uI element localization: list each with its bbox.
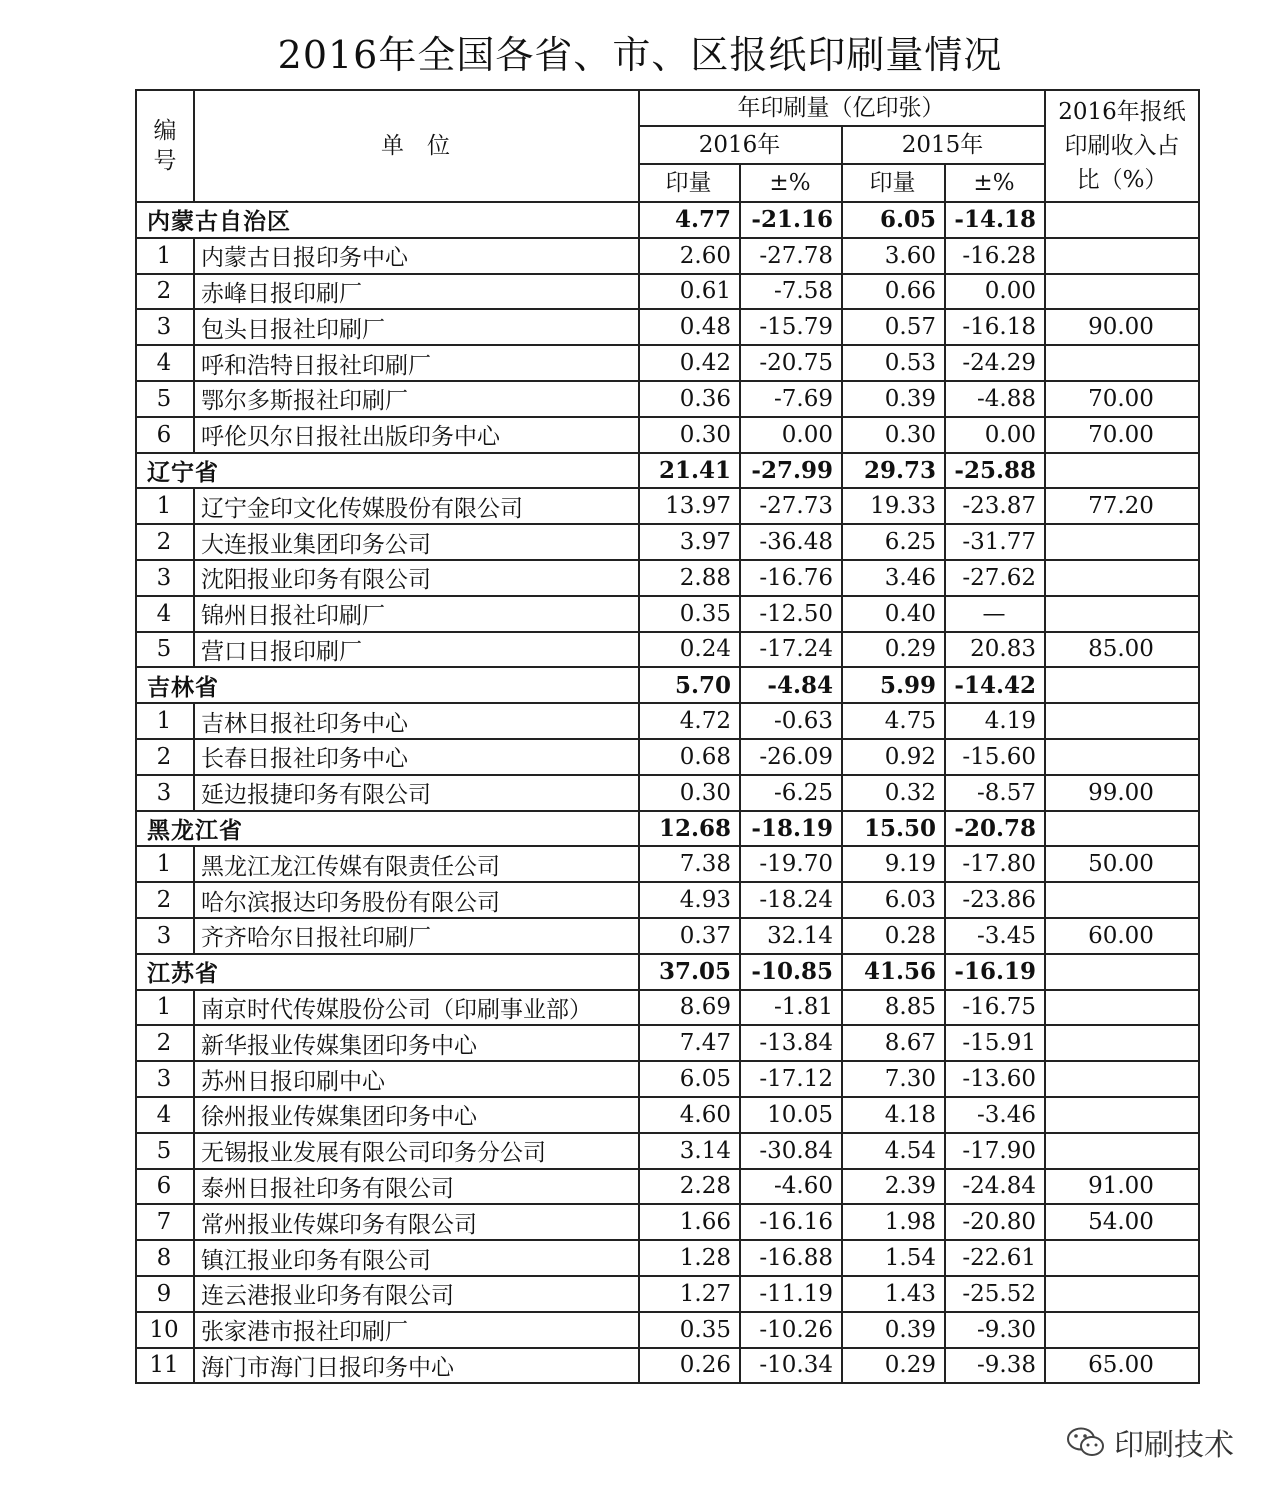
change-2016: -20.75 [740, 345, 842, 381]
income-ratio [1045, 990, 1199, 1026]
change-2015: 0.00 [945, 274, 1045, 310]
volume-2016: 4.72 [639, 703, 740, 739]
volume-2016: 6.05 [639, 1061, 740, 1097]
unit-name: 包头日报社印刷厂 [194, 309, 639, 345]
row-number: 1 [136, 238, 194, 274]
volume-2015: 8.67 [842, 1025, 945, 1061]
province-volume-2015: 41.56 [842, 954, 945, 990]
volume-2015: 0.28 [842, 918, 945, 954]
province-name: 黑龙江省 [136, 811, 639, 847]
volume-2015: 0.39 [842, 381, 945, 417]
header-change-2016: ±% [740, 164, 842, 202]
province-change-2015: -16.19 [945, 954, 1045, 990]
unit-name: 泰州日报社印务有限公司 [194, 1169, 639, 1205]
province-income-ratio [1045, 202, 1199, 238]
table-row [136, 1348, 1199, 1384]
change-2015: -16.75 [945, 990, 1045, 1026]
row-number: 1 [136, 990, 194, 1026]
province-income-ratio [1045, 453, 1199, 489]
province-name: 内蒙古自治区 [136, 202, 639, 238]
volume-2016: 0.24 [639, 632, 740, 668]
province-volume-2016: 21.41 [639, 453, 740, 489]
volume-2016: 1.28 [639, 1240, 740, 1276]
volume-2016: 4.93 [639, 882, 740, 918]
change-2015: — [945, 596, 1045, 632]
header-vol-2016: 印量 [639, 164, 740, 202]
volume-2016: 1.66 [639, 1204, 740, 1240]
change-2015: -16.28 [945, 238, 1045, 274]
province-volume-2015: 5.99 [842, 667, 945, 703]
income-ratio: 91.00 [1045, 1169, 1199, 1205]
table-row [136, 1240, 1199, 1276]
change-2016: -4.60 [740, 1169, 842, 1205]
change-2015: 20.83 [945, 632, 1045, 668]
table-row [136, 345, 1199, 381]
unit-name: 常州报业传媒印务有限公司 [194, 1204, 639, 1240]
volume-2016: 3.14 [639, 1133, 740, 1169]
volume-2015: 2.39 [842, 1169, 945, 1205]
table-row [136, 488, 1199, 524]
income-ratio [1045, 1276, 1199, 1312]
income-ratio [1045, 345, 1199, 381]
change-2015: -4.88 [945, 381, 1045, 417]
volume-2016: 0.68 [639, 739, 740, 775]
table-row [136, 274, 1199, 310]
volume-2015: 4.18 [842, 1097, 945, 1133]
volume-2015: 3.46 [842, 560, 945, 596]
table-row [136, 703, 1199, 739]
change-2015: -17.80 [945, 846, 1045, 882]
unit-name: 连云港报业印务有限公司 [194, 1276, 639, 1312]
income-ratio [1045, 1240, 1199, 1276]
header-year-2015: 2015年 [842, 126, 1045, 164]
wechat-icon [1066, 1426, 1106, 1458]
income-ratio: 77.20 [1045, 488, 1199, 524]
table-row [136, 381, 1199, 417]
province-row [136, 954, 1199, 990]
row-number: 6 [136, 1169, 194, 1205]
change-2015: -9.30 [945, 1312, 1045, 1348]
income-ratio: 50.00 [1045, 846, 1199, 882]
change-2015: -27.62 [945, 560, 1045, 596]
row-number: 4 [136, 1097, 194, 1133]
row-number: 3 [136, 309, 194, 345]
table-row [136, 739, 1199, 775]
change-2015: -15.60 [945, 739, 1045, 775]
income-ratio: 65.00 [1045, 1348, 1199, 1384]
province-change-2015: -14.42 [945, 667, 1045, 703]
volume-2016: 0.48 [639, 309, 740, 345]
unit-name: 海门市海门日报印务中心 [194, 1348, 639, 1384]
change-2016: -11.19 [740, 1276, 842, 1312]
change-2016: -16.16 [740, 1204, 842, 1240]
volume-2016: 0.37 [639, 918, 740, 954]
unit-name: 吉林日报社印务中心 [194, 703, 639, 739]
volume-2015: 0.29 [842, 1348, 945, 1384]
change-2016: -10.26 [740, 1312, 842, 1348]
change-2016: -6.25 [740, 775, 842, 811]
change-2015: -15.91 [945, 1025, 1045, 1061]
province-row [136, 667, 1199, 703]
income-ratio [1045, 596, 1199, 632]
row-number: 1 [136, 703, 194, 739]
unit-name: 长春日报社印务中心 [194, 739, 639, 775]
change-2015: 0.00 [945, 417, 1045, 453]
row-number: 2 [136, 739, 194, 775]
change-2016: -16.88 [740, 1240, 842, 1276]
change-2016: -27.73 [740, 488, 842, 524]
change-2016: -7.58 [740, 274, 842, 310]
volume-2016: 0.30 [639, 417, 740, 453]
header-col-no: 编号 [136, 90, 194, 202]
table-row [136, 846, 1199, 882]
volume-2016: 2.60 [639, 238, 740, 274]
header-col-unit: 单 位 [194, 90, 639, 202]
volume-2015: 0.57 [842, 309, 945, 345]
change-2015: -22.61 [945, 1240, 1045, 1276]
income-ratio [1045, 703, 1199, 739]
volume-2016: 0.35 [639, 1312, 740, 1348]
income-ratio [1045, 1097, 1199, 1133]
change-2016: 0.00 [740, 417, 842, 453]
row-number: 10 [136, 1312, 194, 1348]
volume-2016: 2.28 [639, 1169, 740, 1205]
change-2015: -17.90 [945, 1133, 1045, 1169]
province-name: 江苏省 [136, 954, 639, 990]
province-income-ratio [1045, 667, 1199, 703]
unit-name: 锦州日报社印刷厂 [194, 596, 639, 632]
income-ratio [1045, 274, 1199, 310]
table-row [136, 524, 1199, 560]
row-number: 4 [136, 345, 194, 381]
volume-2016: 8.69 [639, 990, 740, 1026]
volume-2016: 2.88 [639, 560, 740, 596]
income-ratio [1045, 524, 1199, 560]
row-number: 5 [136, 1133, 194, 1169]
income-ratio [1045, 1312, 1199, 1348]
table-row [136, 990, 1199, 1026]
row-number: 6 [136, 417, 194, 453]
change-2015: 4.19 [945, 703, 1045, 739]
change-2016: -7.69 [740, 381, 842, 417]
income-ratio: 90.00 [1045, 309, 1199, 345]
table-row [136, 918, 1199, 954]
income-ratio: 70.00 [1045, 381, 1199, 417]
change-2016: -16.76 [740, 560, 842, 596]
header-ratio-label: 2016年报纸印刷收入占比（%） [1045, 90, 1199, 202]
change-2015: -13.60 [945, 1061, 1045, 1097]
row-number: 1 [136, 488, 194, 524]
volume-2016: 0.30 [639, 775, 740, 811]
unit-name: 齐齐哈尔日报社印刷厂 [194, 918, 639, 954]
province-change-2015: -14.18 [945, 202, 1045, 238]
volume-2015: 1.54 [842, 1240, 945, 1276]
row-number: 7 [136, 1204, 194, 1240]
volume-2015: 7.30 [842, 1061, 945, 1097]
income-ratio: 99.00 [1045, 775, 1199, 811]
volume-2015: 0.39 [842, 1312, 945, 1348]
volume-2016: 4.60 [639, 1097, 740, 1133]
change-2016: -15.79 [740, 309, 842, 345]
row-number: 8 [136, 1240, 194, 1276]
unit-name: 镇江报业印务有限公司 [194, 1240, 639, 1276]
change-2016: -10.34 [740, 1348, 842, 1384]
volume-2015: 19.33 [842, 488, 945, 524]
volume-2016: 7.38 [639, 846, 740, 882]
volume-2015: 6.25 [842, 524, 945, 560]
income-ratio [1045, 882, 1199, 918]
print-volume-table [135, 89, 1200, 1384]
table-row [136, 632, 1199, 668]
unit-name: 新华报业传媒集团印务中心 [194, 1025, 639, 1061]
province-change-2016: -4.84 [740, 667, 842, 703]
table-row [136, 1097, 1199, 1133]
row-number: 3 [136, 918, 194, 954]
province-change-2015: -20.78 [945, 811, 1045, 847]
province-name: 吉林省 [136, 667, 639, 703]
unit-name: 张家港市报社印刷厂 [194, 1312, 639, 1348]
change-2015: -3.45 [945, 918, 1045, 954]
volume-2016: 7.47 [639, 1025, 740, 1061]
table-row [136, 560, 1199, 596]
change-2016: -17.12 [740, 1061, 842, 1097]
unit-name: 鄂尔多斯报社印刷厂 [194, 381, 639, 417]
watermark [1062, 1420, 1238, 1464]
volume-2016: 0.35 [639, 596, 740, 632]
header-year-2016: 2016年 [639, 126, 842, 164]
change-2016: -19.70 [740, 846, 842, 882]
volume-2015: 3.60 [842, 238, 945, 274]
province-change-2016: -21.16 [740, 202, 842, 238]
income-ratio: 70.00 [1045, 417, 1199, 453]
change-2016: -13.84 [740, 1025, 842, 1061]
table-row [136, 1276, 1199, 1312]
province-name: 辽宁省 [136, 453, 639, 489]
volume-2016: 0.36 [639, 381, 740, 417]
row-number: 2 [136, 1025, 194, 1061]
change-2015: -8.57 [945, 775, 1045, 811]
province-row [136, 202, 1199, 238]
unit-name: 营口日报印刷厂 [194, 632, 639, 668]
change-2015: -3.46 [945, 1097, 1045, 1133]
row-number: 2 [136, 882, 194, 918]
change-2016: -12.50 [740, 596, 842, 632]
table-row [136, 775, 1199, 811]
unit-name: 辽宁金印文化传媒股份有限公司 [194, 488, 639, 524]
row-number: 5 [136, 632, 194, 668]
header-group-label: 年印刷量（亿印张） [639, 90, 1045, 126]
volume-2015: 1.43 [842, 1276, 945, 1312]
change-2016: -18.24 [740, 882, 842, 918]
province-volume-2016: 12.68 [639, 811, 740, 847]
province-income-ratio [1045, 811, 1199, 847]
income-ratio: 60.00 [1045, 918, 1199, 954]
page-title: 2016年全国各省、市、区报纸印刷量情况 [277, 33, 1003, 77]
volume-2015: 4.54 [842, 1133, 945, 1169]
row-number: 11 [136, 1348, 194, 1384]
unit-name: 徐州报业传媒集团印务中心 [194, 1097, 639, 1133]
row-number: 2 [136, 524, 194, 560]
change-2016: 32.14 [740, 918, 842, 954]
unit-name: 呼伦贝尔日报社出版印务中心 [194, 417, 639, 453]
table-row [136, 309, 1199, 345]
table-row [136, 1061, 1199, 1097]
volume-2016: 0.26 [639, 1348, 740, 1384]
change-2016: -26.09 [740, 739, 842, 775]
volume-2015: 0.92 [842, 739, 945, 775]
row-number: 3 [136, 560, 194, 596]
volume-2015: 0.66 [842, 274, 945, 310]
change-2015: -24.84 [945, 1169, 1045, 1205]
volume-2015: 8.85 [842, 990, 945, 1026]
row-number: 5 [136, 381, 194, 417]
volume-2016: 0.42 [639, 345, 740, 381]
volume-2015: 0.29 [842, 632, 945, 668]
unit-name: 哈尔滨报达印务股份有限公司 [194, 882, 639, 918]
row-number: 9 [136, 1276, 194, 1312]
change-2015: -20.80 [945, 1204, 1045, 1240]
table-row [136, 1204, 1199, 1240]
province-volume-2016: 4.77 [639, 202, 740, 238]
province-row [136, 453, 1199, 489]
province-volume-2016: 5.70 [639, 667, 740, 703]
change-2016: -17.24 [740, 632, 842, 668]
unit-name: 无锡报业发展有限公司印务分公司 [194, 1133, 639, 1169]
header-change-2015: ±% [945, 164, 1045, 202]
table-row [136, 238, 1199, 274]
table-row [136, 1169, 1199, 1205]
income-ratio [1045, 1061, 1199, 1097]
province-row [136, 811, 1199, 847]
table-row [136, 417, 1199, 453]
volume-2015: 0.53 [842, 345, 945, 381]
change-2016: -1.81 [740, 990, 842, 1026]
province-volume-2015: 6.05 [842, 202, 945, 238]
volume-2016: 1.27 [639, 1276, 740, 1312]
volume-2015: 0.30 [842, 417, 945, 453]
unit-name: 南京时代传媒股份公司（印刷事业部） [194, 990, 639, 1026]
province-volume-2015: 15.50 [842, 811, 945, 847]
change-2015: -24.29 [945, 345, 1045, 381]
volume-2016: 13.97 [639, 488, 740, 524]
province-volume-2015: 29.73 [842, 453, 945, 489]
change-2015: -23.86 [945, 882, 1045, 918]
income-ratio: 54.00 [1045, 1204, 1199, 1240]
volume-2015: 1.98 [842, 1204, 945, 1240]
province-volume-2016: 37.05 [639, 954, 740, 990]
watermark-text: 印刷技术 [1114, 1428, 1234, 1463]
volume-2015: 0.32 [842, 775, 945, 811]
province-income-ratio [1045, 954, 1199, 990]
volume-2015: 6.03 [842, 882, 945, 918]
province-change-2016: -27.99 [740, 453, 842, 489]
table-row [136, 1133, 1199, 1169]
unit-name: 延边报捷印务有限公司 [194, 775, 639, 811]
income-ratio [1045, 739, 1199, 775]
row-number: 3 [136, 1061, 194, 1097]
header-vol-2015: 印量 [842, 164, 945, 202]
volume-2016: 0.61 [639, 274, 740, 310]
change-2016: -27.78 [740, 238, 842, 274]
change-2015: -23.87 [945, 488, 1045, 524]
unit-name: 苏州日报印刷中心 [194, 1061, 639, 1097]
table-row [136, 596, 1199, 632]
income-ratio [1045, 1025, 1199, 1061]
volume-2015: 0.40 [842, 596, 945, 632]
row-number: 3 [136, 775, 194, 811]
table-row [136, 882, 1199, 918]
volume-2015: 4.75 [842, 703, 945, 739]
row-number: 1 [136, 846, 194, 882]
income-ratio [1045, 238, 1199, 274]
unit-name: 呼和浩特日报社印刷厂 [194, 345, 639, 381]
income-ratio [1045, 560, 1199, 596]
income-ratio [1045, 1133, 1199, 1169]
row-number: 2 [136, 274, 194, 310]
table-row [136, 1025, 1199, 1061]
unit-name: 沈阳报业印务有限公司 [194, 560, 639, 596]
income-ratio: 85.00 [1045, 632, 1199, 668]
change-2016: 10.05 [740, 1097, 842, 1133]
row-number: 4 [136, 596, 194, 632]
change-2015: -25.52 [945, 1276, 1045, 1312]
change-2016: -0.63 [740, 703, 842, 739]
change-2016: -36.48 [740, 524, 842, 560]
table-row [136, 1312, 1199, 1348]
province-change-2016: -18.19 [740, 811, 842, 847]
volume-2016: 3.97 [639, 524, 740, 560]
unit-name: 黑龙江龙江传媒有限责任公司 [194, 846, 639, 882]
unit-name: 赤峰日报印刷厂 [194, 274, 639, 310]
province-change-2015: -25.88 [945, 453, 1045, 489]
change-2015: -31.77 [945, 524, 1045, 560]
unit-name: 内蒙古日报印务中心 [194, 238, 639, 274]
change-2015: -9.38 [945, 1348, 1045, 1384]
change-2015: -16.18 [945, 309, 1045, 345]
change-2016: -30.84 [740, 1133, 842, 1169]
unit-name: 大连报业集团印务公司 [194, 524, 639, 560]
volume-2015: 9.19 [842, 846, 945, 882]
province-change-2016: -10.85 [740, 954, 842, 990]
